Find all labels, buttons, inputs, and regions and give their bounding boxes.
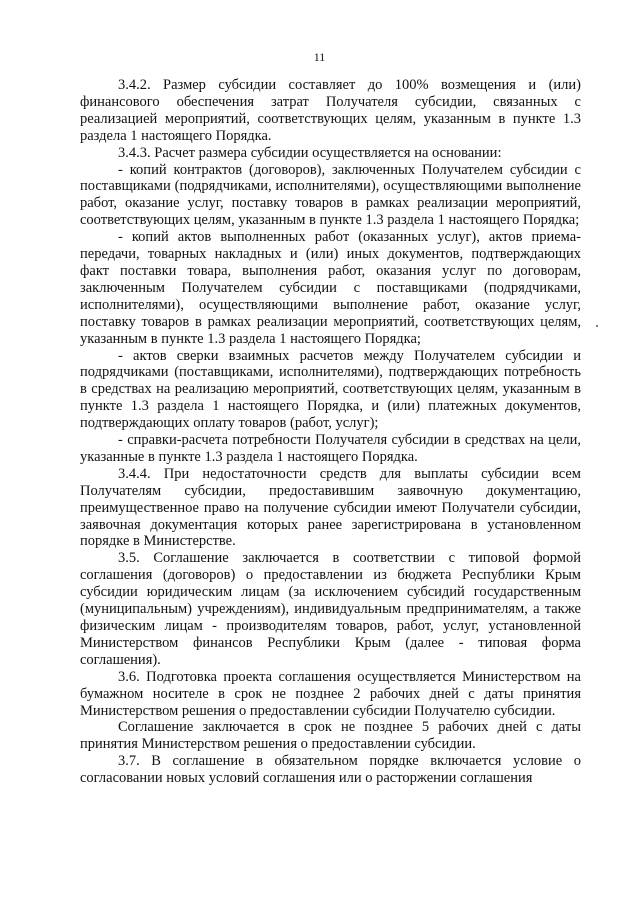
paragraph-3-4-2: 3.4.2. Размер субсидии составляет до 100% возмещения и (или) финансового обеспечения затрат Получателя субсидии, связанных с реализацией мероприятий, соответствующих целям, указанным в пункте 1.3 раздела 1 настоящего Порядка. [80,77,581,144]
list-item-contract-copies: - копий контрактов (договоров), заключенных Получателем субсидии с поставщиками (подрядчиками, исполнителями), осуществляющими выполнение работ, оказание услуг, поставку товаров в рамках реализации мероприятий, соответствующих целям, указанным в пункте 1.3 раздела 1 настоящего Порядка; [80,161,581,229]
list-item-act-copies: - копий актов выполненных работ (оказанных услуг), актов приема-передачи, товарных накладных и (или) иных документов, подтверждающих факт поставки товара, выполнения работ, оказания услуг по договорам, заключенным Получателем субсидии с поставщиками (подрядчиками, исполнителями), осуществляющими выполнение работ, оказание услуг, поставку товаров в рамках реализации мероприятий, соответствующих целям, указанным в пункте 1.3 раздела 1 настоящего Порядка; [80,229,581,347]
document-body [80,77,581,787]
list-item-reconciliation-acts: - актов сверки взаимных расчетов между Получателем субсидии и подрядчиками (поставщиками, исполнителями), подтверждающих потребность в средствах на реализацию мероприятий, соответствующих целям, указанным в пункте 1.3 раздела 1 настоящего Порядка, и (или) платежных документов, подтверждающих оплату товаров (работ, услуг); [80,347,581,432]
paragraph-3-4-3: 3.4.3. Расчет размера субсидии осуществляется на основании: [118,144,502,161]
scan-speck [596,325,598,327]
paragraph-3-6: 3.6. Подготовка проекта соглашения осуществляется Министерством на бумажном носителе в срок не позднее 2 рабочих дней с даты принятия Министерством решения о предоставлении субсидии Получателю субсидии. [80,668,581,719]
paragraph-agreement-term: Соглашение заключается в срок не позднее 5 рабочих дней с даты принятия Министерством решения о предоставлении субсидии. [80,719,581,753]
paragraph-3-4-4: 3.4.4. При недостаточности средств для выплаты субсидии всем Получателям субсидии, предоставившим заявочную документацию, преимущественное право на получение субсидии имеют Получатели субсидии, заявочная документация которых ранее зарегистрирована в установленном порядке в Министерстве. [80,465,581,550]
list-item-calculation-certificate: - справки-расчета потребности Получателя субсидии в средствах на цели, указанные в пункте 1.3 раздела 1 настоящего Порядка. [80,432,581,465]
paragraph-3-7: 3.7. В соглашение в обязательном порядке включается условие о согласовании новых условий соглашения или о расторжении соглашения [80,753,581,787]
paragraph-3-5: 3.5. Соглашение заключается в соответствии с типовой формой соглашения (договоров) о предоставлении из бюджета Республики Крым субсидии юридическим лицам (за исключением субсидий государственным (муниципальным) учреждениям), индивидуальным предпринимателям, а также физическим лицам - производителям товаров, работ, услуг, установленной Министерством финансов Республики Крым (далее - типовая форма соглашения). [80,550,581,668]
page-number: 11 [313,50,326,64]
